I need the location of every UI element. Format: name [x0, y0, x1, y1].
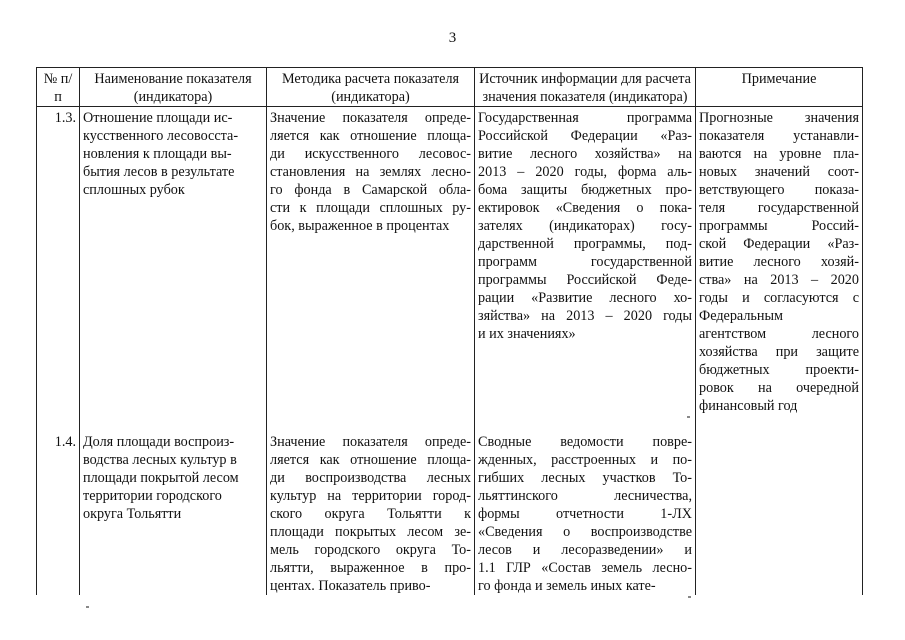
cell-line: Значение показателя опреде-	[270, 110, 471, 126]
cell-line: Российской Федерации «Раз-	[478, 128, 692, 144]
table-row	[37, 431, 863, 595]
row-number: 1.3.	[37, 107, 80, 416]
cell-line: Значение показателя опреде-	[270, 434, 471, 450]
cell-name	[80, 107, 267, 416]
cell-line: витие лесного хозяй-	[699, 254, 859, 270]
cell-line: хозяйства при защите	[699, 344, 859, 360]
cell-line: агентством лесного	[699, 326, 859, 342]
cell-line: 1.1 ГЛР «Состав земель лесно-	[478, 560, 692, 576]
cell-line: территории городского	[83, 488, 222, 504]
spacer-cell	[267, 415, 475, 431]
cell-line: витие лесного хозяйства» на	[478, 146, 692, 162]
cell-line: Доля площади воспроиз-	[83, 434, 235, 450]
cell-line: дарственной программы, под-	[478, 236, 692, 252]
cell-line: зателях (индикаторах) госу-	[478, 218, 692, 234]
cell-line: финансовый год	[699, 398, 798, 414]
cell-line: показателя устанавли-	[699, 128, 859, 144]
cell-line: ветствующего показа-	[699, 182, 859, 198]
cell-line: бома защиты бюджетных про-	[478, 182, 692, 198]
cell-line: новых значений соот-	[699, 164, 859, 180]
cell-line: сплошных рубок	[83, 182, 185, 198]
cell-line: ской Федерации «Раз-	[699, 236, 859, 252]
header-source: Источник информации для расчета значения показателя (индикатора)	[475, 68, 696, 107]
cell-line: гибших лесных участков То-	[478, 470, 692, 486]
cell-line: становления на землях лесно-	[270, 164, 471, 180]
cell-line: бытия лесов в результате	[83, 164, 235, 180]
cell-line: ства» на 2013 – 2020	[699, 272, 859, 288]
cell-line: лесов и лесоразведении» и	[478, 542, 692, 558]
cell-line: ского округа Тольятти к	[270, 506, 471, 522]
scan-speck	[688, 596, 691, 598]
cell-line: мель городского округа То-	[270, 542, 471, 558]
cell-line: го фонда и земель иных кате-	[478, 578, 656, 594]
cell-line: жденных, расстроенных и по-	[478, 452, 692, 468]
cell-line: Государственная программа	[478, 110, 692, 126]
indicators-table	[36, 67, 863, 595]
cell-line: рации «Развитие лесного хо-	[478, 290, 692, 306]
cell-source	[475, 431, 696, 595]
cell-line: 2013 – 2020 годы, форма аль-	[478, 164, 692, 180]
cell-line: ектировок «Сведения о пока-	[478, 200, 692, 216]
row-number: 1.4.	[37, 431, 80, 595]
table-body	[37, 107, 863, 596]
cell-line: зяйства» на 2013 – 2020 годы	[478, 308, 692, 324]
header-note: Примечание	[696, 68, 863, 107]
table-header-row	[37, 68, 863, 107]
cell-line: ваются на уровне пла-	[699, 146, 859, 162]
cell-note	[696, 107, 863, 416]
cell-line: округа Тольятти	[83, 506, 182, 522]
cell-line: и их значениях»	[478, 326, 576, 342]
cell-line: центах. Показатель приво-	[270, 578, 431, 594]
spacer-cell	[475, 415, 696, 431]
cell-line: годы и согласуются с	[699, 290, 859, 306]
cell-line: площади покрытой лесом	[83, 470, 239, 486]
cell-source	[475, 107, 696, 416]
scan-speck	[687, 416, 690, 418]
cell-line: го фонда в Самарской обла-	[270, 182, 471, 198]
cell-line: «Сведения о воспроизводстве	[478, 524, 692, 540]
cell-line: бок, выраженное в процентах	[270, 218, 450, 234]
page-number: 3	[448, 30, 457, 46]
cell-line: водства лесных культур в	[83, 452, 237, 468]
cell-line: ди искусственного лесовос-	[270, 146, 471, 162]
scan-speck	[86, 606, 89, 608]
cell-line: бюджетных проекти-	[699, 362, 859, 378]
header-num: № п/п	[37, 68, 80, 107]
spacer-cell	[80, 415, 267, 431]
cell-line: площади покрытых лесом зе-	[270, 524, 471, 540]
cell-line: сти к площади сплошных ру-	[270, 200, 471, 216]
row-spacer	[37, 415, 863, 431]
cell-line: новления к площади вы-	[83, 146, 232, 162]
cell-note	[696, 431, 863, 595]
cell-line: ляется как отношение площа-	[270, 128, 471, 144]
cell-line: программы Россий-	[699, 218, 859, 234]
cell-line: культур на территории город-	[270, 488, 471, 504]
cell-method	[267, 107, 475, 416]
table-row	[37, 107, 863, 416]
cell-line: Прогнозные значения	[699, 110, 859, 126]
cell-line: Отношение площади ис-	[83, 110, 233, 126]
cell-line: теля государственной	[699, 200, 859, 216]
cell-line: Сводные ведомости повре-	[478, 434, 692, 450]
cell-line: кусственного лесовосста-	[83, 128, 239, 144]
cell-line: формы отчетности 1-ЛХ	[478, 506, 692, 522]
cell-line: ди воспроизводства лесных	[270, 470, 471, 486]
cell-line: ровок на очередной	[699, 380, 859, 396]
cell-line: Федеральным	[699, 308, 784, 324]
cell-line: льяттинского лесничества,	[478, 488, 692, 504]
cell-name	[80, 431, 267, 595]
cell-method	[267, 431, 475, 595]
header-name: Наименование показателя (индикатора)	[80, 68, 267, 107]
cell-line: программы Российской Феде-	[478, 272, 692, 288]
header-method: Методика расчета показателя (индикатора)	[267, 68, 475, 107]
spacer-cell	[37, 415, 80, 431]
cell-line: льятти, выраженное в про-	[270, 560, 471, 576]
cell-line: ляется как отношение площа-	[270, 452, 471, 468]
spacer-cell	[696, 415, 863, 431]
cell-line: программ государственной	[478, 254, 692, 270]
